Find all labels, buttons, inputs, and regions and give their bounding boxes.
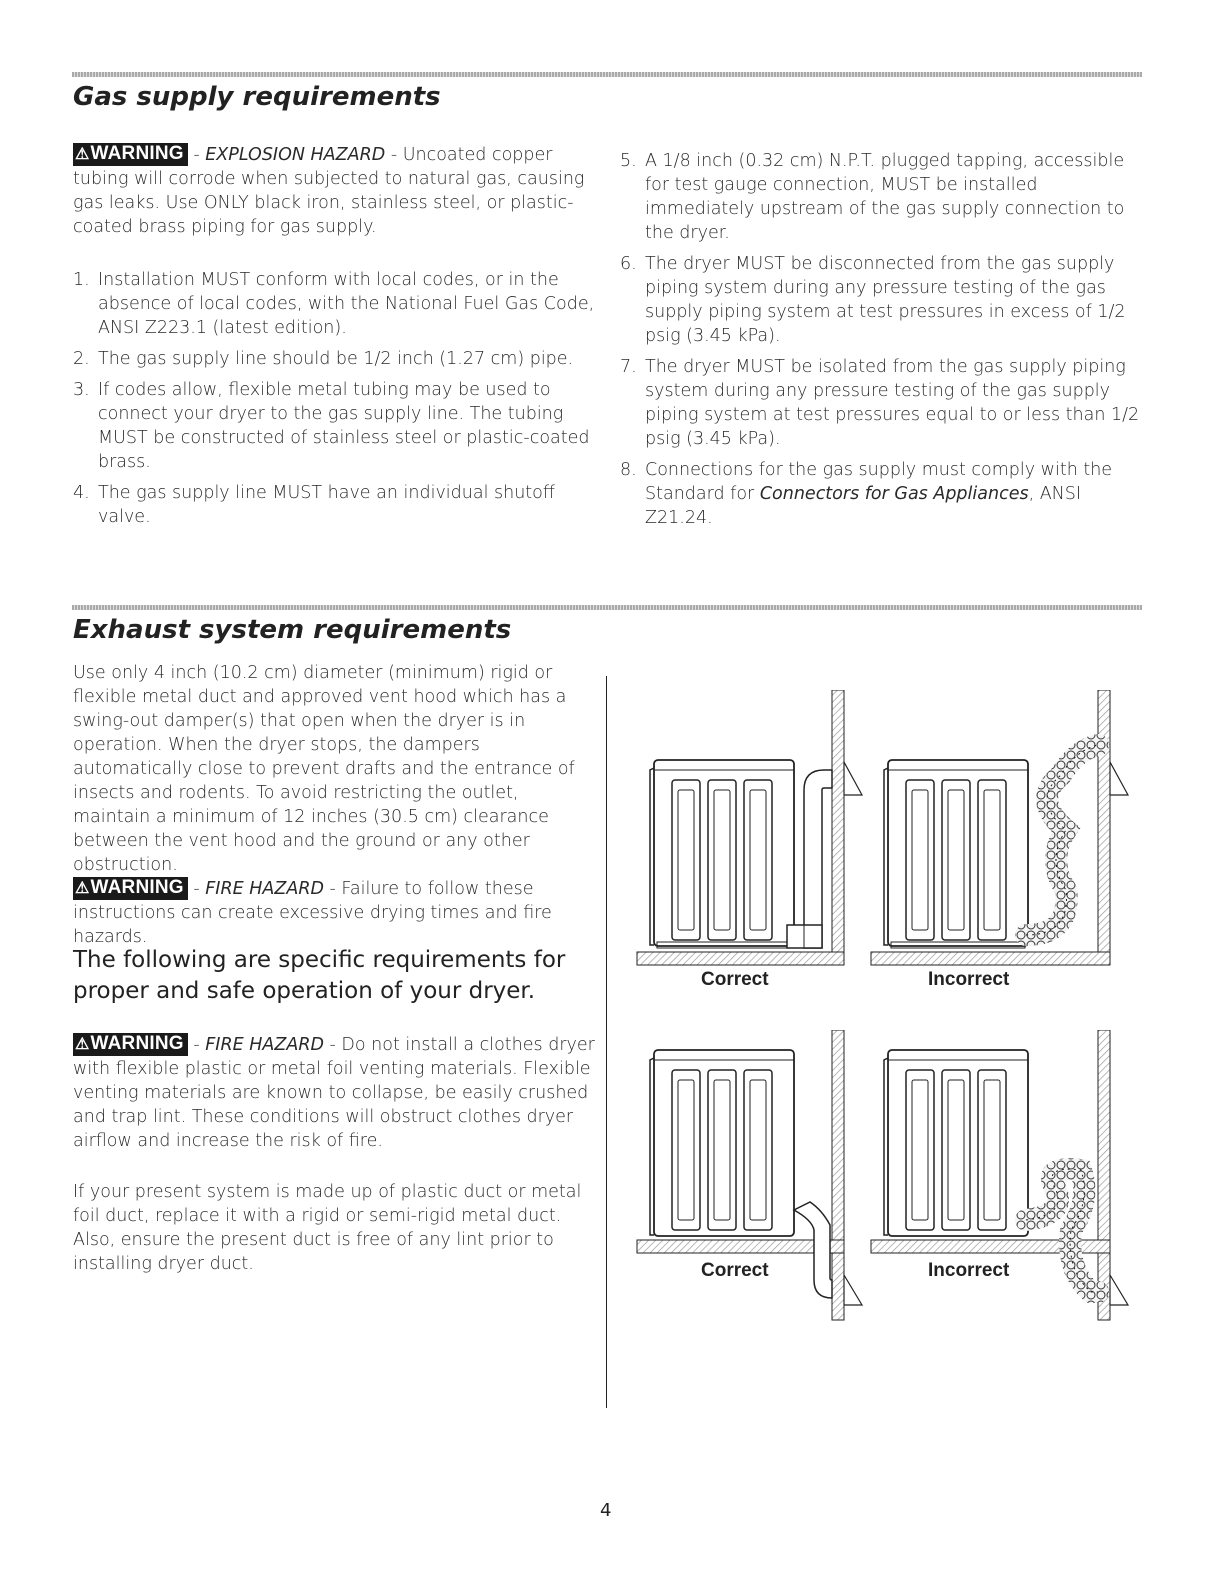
figure-top-incorrect bbox=[866, 690, 1136, 980]
gas-warning-paragraph: ⚠WARNING - EXPLOSION HAZARD - Uncoated copper tubing will corrode when subjected to natural gas, causing gas leaks. Use ONLY black iron, stainless steel, or plastic-coated brass piping for gas supply. bbox=[73, 143, 585, 237]
section-divider bbox=[72, 605, 1142, 610]
warning-triangle-icon: ⚠ bbox=[75, 880, 90, 897]
gas-requirements-list-right bbox=[620, 149, 1145, 537]
hazard-label: EXPLOSION HAZARD bbox=[205, 145, 386, 165]
hazard-label: FIRE HAZARD bbox=[205, 1035, 324, 1055]
exhaust-closing-paragraph: If your present system is made up of plastic duct or metal foil duct, replace it with a rigid or semi-rigid metal duct. Also, ensure the present duct is free of any lint prior to installing dryer duct. bbox=[73, 1182, 582, 1274]
list-item: 5. A 1/8 inch (0.32 cm) N.P.T. plugged tapping, accessible for test gauge connection, MUST be installed immediately upstream of the gas supply connection to the dryer. bbox=[620, 151, 1125, 243]
list-item: 4. The gas supply line MUST have an individual shutoff valve. bbox=[73, 483, 555, 527]
warning-badge: ⚠WARNING bbox=[73, 1033, 188, 1056]
exhaust-intro-paragraph: Use only 4 inch (10.2 cm) diameter (minimum) rigid or flexible metal duct and approved vent hood which has a swing-out damper(s) that open when the dryer is in operation. When the dryer stops, the dampers automatically close to prevent drafts and the entrance of insects and rodents. To avoid restricting the outlet, maintain a minimum of 12 inches (30.5 cm) clearance between the vent hood and the ground or any other obstruction. bbox=[73, 663, 575, 875]
wall bbox=[1098, 1030, 1110, 1320]
page-number: 4 bbox=[600, 1500, 612, 1521]
floor bbox=[637, 952, 844, 965]
dryer-icon bbox=[650, 760, 794, 948]
list-item: 2. The gas supply line should be 1/2 inch (1.27 cm) pipe. bbox=[73, 349, 574, 369]
column-divider bbox=[606, 676, 607, 1408]
gas-requirements-list-left bbox=[73, 268, 598, 536]
list-item: 6. The dryer MUST be disconnected from the gas supply piping system during any pressure testing of the gas supply piping system at test pressures in excess of 1/2 psig (3.45 kPa). bbox=[620, 254, 1126, 346]
warning-badge: ⚠WARNING bbox=[73, 143, 188, 166]
gas-section-title: Gas supply requirements bbox=[73, 82, 441, 112]
list-item: 8. Connections for the gas supply must comply with the Standard for Connectors for Gas Appliances, ANSI Z21.24. bbox=[620, 460, 1113, 528]
wall bbox=[832, 690, 844, 965]
figure-bottom-correct bbox=[632, 1030, 872, 1330]
dryer-icon bbox=[884, 760, 1028, 948]
figure-top-correct bbox=[632, 690, 872, 980]
floor bbox=[637, 1240, 844, 1253]
warning-triangle-icon: ⚠ bbox=[75, 1036, 90, 1053]
list-item: 3. If codes allow, flexible metal tubing may be used to connect your dryer to the gas supply line. The tubing MUST be constructed of stainless steel or plastic-coated brass. bbox=[73, 380, 590, 472]
list-item: 7. The dryer MUST be isolated from the gas supply piping system during any pressure testing of the gas supply piping system at test pressures equal to or less than 1/2 psig (3.45 kPa). bbox=[620, 357, 1140, 449]
fire-warning-1: ⚠WARNING - FIRE HAZARD - Failure to follow these instructions can create excessive drying times and fire hazards. bbox=[73, 877, 552, 947]
figure-label: Incorrect bbox=[928, 969, 1010, 990]
warning-badge: ⚠WARNING bbox=[73, 877, 188, 900]
floor bbox=[871, 952, 1110, 965]
wall bbox=[1098, 690, 1110, 965]
safety-subheading: The following are specific requirements for proper and safe operation of your dryer. bbox=[73, 947, 566, 1004]
figure-label: Incorrect bbox=[928, 1260, 1010, 1281]
figure-label: Correct bbox=[701, 1260, 769, 1281]
figure-label: Correct bbox=[701, 969, 769, 990]
flexible-duct-icon bbox=[1026, 1169, 1098, 1292]
dryer-icon bbox=[650, 1050, 794, 1236]
wall bbox=[832, 1030, 844, 1320]
warning-text: Uncoated copper tubing will corrode when subjected to natural gas, causing gas leaks. Use ONLY black iron, stainless steel, or plastic-coated brass piping for gas supply. bbox=[73, 145, 585, 237]
section-divider bbox=[72, 72, 1142, 77]
hazard-label: FIRE HAZARD bbox=[205, 879, 324, 899]
list-item: 1. Installation MUST conform with local codes, or in the absence of local codes, with the National Fuel Gas Code, ANSI Z223.1 (latest edition). bbox=[73, 270, 595, 338]
fire-warning-2: ⚠WARNING - FIRE HAZARD - Do not install a clothes dryer with flexible plastic or metal foil venting materials. Flexible venting materials are known to collapse, be easily crushed and trap lint. These conditions will obstruct clothes dryer airflow and increase the risk of fire. bbox=[73, 1033, 595, 1151]
figure-bottom-incorrect bbox=[866, 1030, 1136, 1330]
warning-triangle-icon: ⚠ bbox=[75, 146, 90, 163]
flexible-duct-icon bbox=[1026, 745, 1098, 935]
exhaust-section-title: Exhaust system requirements bbox=[73, 615, 512, 645]
dryer-icon bbox=[884, 1050, 1028, 1236]
rigid-duct-icon bbox=[787, 762, 862, 948]
